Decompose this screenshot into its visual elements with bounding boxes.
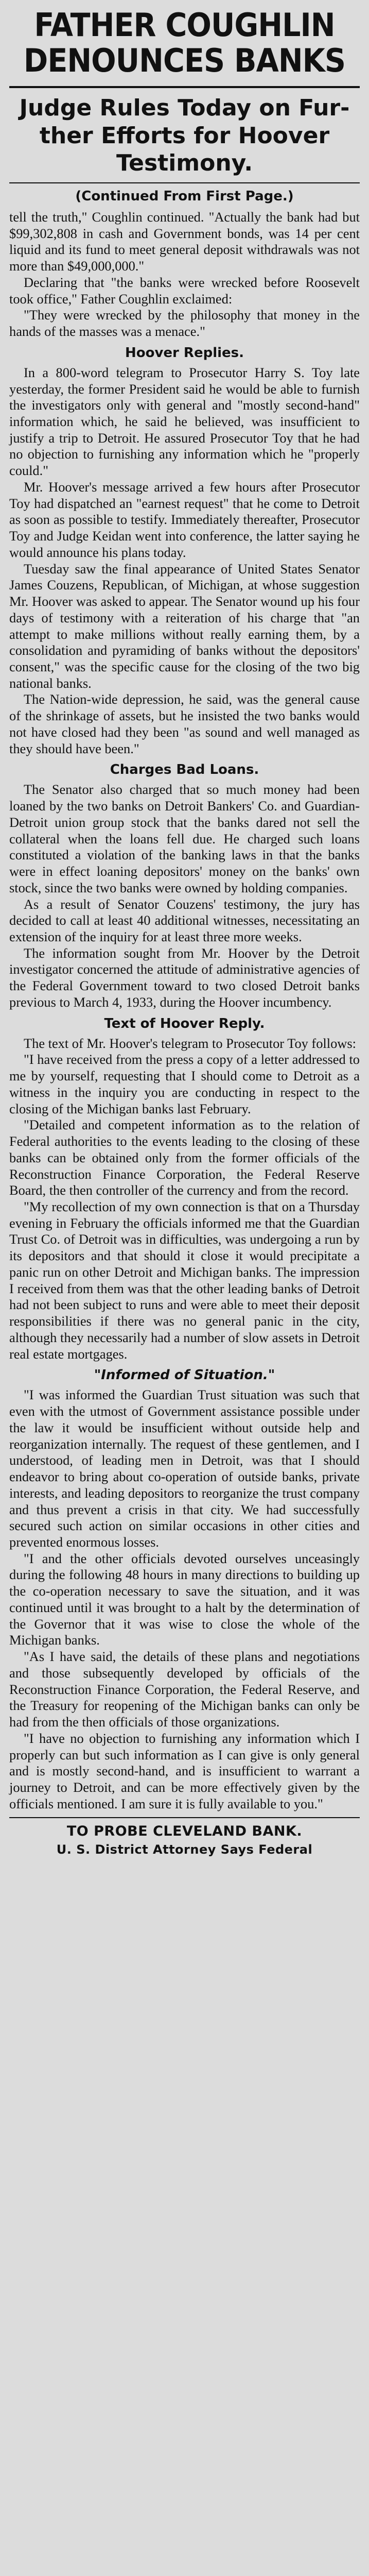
article-body xyxy=(9,209,360,1812)
paragraph: Declaring that "the banks were wrecked before Roosevelt took office," Father Coughlin exclaimed: xyxy=(9,274,360,307)
section-rule xyxy=(9,1817,360,1818)
paragraph: tell the truth," Coughlin continued. "Actually the bank had but $99,302,808 in cash and Government bonds, was 14 per cent liquid and its fund to meet general deposit withdrawals was not more than $49,000,000." xyxy=(9,209,360,274)
paragraph: The Senator also charged that so much money had been loaned by the two banks on Detroit Bankers' Co. and Guardian-Detroit union group stock that the banks dared not sell the collateral when the loans fell due. He charged such loans constituted a violation of the banking laws in that the banks were in effect loaning depositors' money on the banks' own stock, since the two banks were owned by holding companies. xyxy=(9,782,360,895)
paragraph: In a 800-word telegram to Prosecutor Harry S. Toy late yesterday, the former President said he would be able to furnish the investigators only with general and "mostly second-hand" information which, he said he believed, was insufficient to justify a trip to Detroit. He assured Prosecutor Toy that he had no objection to furnishing any information which he "properly could." xyxy=(9,364,360,479)
next-story-subhead: U. S. District Attorney Says Federal xyxy=(56,1842,313,1857)
subhead-text-of-hoover-reply: Text of Hoover Reply. xyxy=(104,1015,265,1031)
deck-line-1: Judge Rules Today on Fur- xyxy=(19,94,350,121)
paragraph: "I have received from the press a copy of a letter addressed to me by yourself, requesting that I should come to Detroit as a witness in the inquiry you are conducting in respect to the closing of the Michigan banks last February. xyxy=(9,1052,360,1116)
next-story-headline: TO PROBE CLEVELAND BANK. xyxy=(66,1823,303,1840)
paragraph: The text of Mr. Hoover's telegram to Prosecutor Toy follows: xyxy=(24,1035,356,1051)
headline xyxy=(23,7,346,79)
paragraph: "My recollection of my own connection is that on a Thursday evening in February the officials informed me that the Guardian Trust Co. of Detroit was in difficulties, was undergoing a run by its depositors and that should it close it would precipitate a panic run on other Detroit and Michigan banks. The impression I received from them was that the other leading banks of Detroit had not been subject to runs and were able to meet their deposit responsibilities if there was no general panic in the city, although they necessarily had a number of slow assets in Detroit real estate mortgages. xyxy=(9,1199,360,1362)
paragraph: "I and the other officials devoted ourselves unceasingly during the following 48 hours in many directions to building up the co-operation necessary to save the situation, and it was continued until it was brought to a halt by the determination of the Governor that it was wise to close the whole of the Michigan banks. xyxy=(9,1550,360,1648)
headline-rule xyxy=(9,86,360,88)
paragraph: "As I have said, the details of these plans and negotiations and those subsequently developed by officials of the Reconstruction Finance Corporation, the Federal Reserve, and the Treasury for reopening of the Michigan banks can only be had from the then officials of those organizations. xyxy=(9,1649,360,1730)
paragraph: Tuesday saw the final appearance of United States Senator James Couzens, Republican, of Michigan, at whose suggestion Mr. Hoover was asked to appear. The Senator wound up his four days of testimony with a reiteration of his charge that "an attempt to make millions without really earning them, by a consolidation and pyramiding of banks without the depositors' consent," was the specific cause for the closing of the two big national banks. xyxy=(9,561,360,691)
deck-rule xyxy=(9,182,360,183)
paragraph: "They were wrecked by the philosophy that money in the hands of the masses was a menace." xyxy=(9,307,360,340)
headline-line-2: DENOUNCES BANKS xyxy=(23,42,346,80)
paragraph: As a result of Senator Couzens' testimony, the jury has decided to call at least 40 additional witnesses, necessitating an extension of the inquiry for at least three more weeks. xyxy=(9,896,360,944)
paragraph: "I have no objection to furnishing any information which I properly can but such information as I can give is only general and is mostly second-hand, and is insufficient to warrant a journey to Detroit, and can be more effectively given by the officials mentioned. I am sure it is fully available to you." xyxy=(9,1730,360,1811)
paragraph: "Detailed and competent information as to the relation of Federal authorities to the events leading to the closing of these banks can be obtained only from the former officials of the Reconstruction Finance Corporation, the Federal Reserve Board, the then controller of the currency and from the record. xyxy=(9,1117,360,1198)
deck-line-2: ther Efforts for Hoover xyxy=(39,122,330,149)
deck xyxy=(9,94,360,177)
headline-line-1: FATHER COUGHLIN xyxy=(34,6,335,44)
subhead-charges-bad-loans: Charges Bad Loans. xyxy=(110,762,259,778)
continued-note: (Continued From First Page.) xyxy=(75,188,294,204)
paragraph: "I was informed the Guardian Trust situation was such that even with the utmost of Government assistance possible under the law it would be insufficient without outside help and reorganization internally. The request of these gentlemen, and I understood, of leading men in Detroit, was that I should endeavor to bring about co-operation of outside banks, private interests, and leading depositors to reorganize the trust company and thus prevent a crisis in that city. We had successfully secured such action on similar occasions in other cities and prevented enormous losses. xyxy=(9,1387,360,1550)
subhead-informed-of-situation: "Informed of Situation." xyxy=(94,1367,275,1383)
paragraph: Mr. Hoover's message arrived a few hours after Prosecutor Toy had dispatched an "earnest request" that he come to Detroit as soon as possible to testify. Immediately thereafter, Prosecutor Toy and Judge Keidan went into conference, the latter saying he would announce his plans today. xyxy=(9,479,360,560)
paragraph: The Nation-wide depression, he said, was the general cause of the shrinkage of assets, but he insisted the two banks would not have closed had they been "as sound and well managed as they should have been." xyxy=(9,691,360,756)
subhead-hoover-replies: Hoover Replies. xyxy=(125,345,244,361)
deck-line-3: Testimony. xyxy=(116,150,253,177)
paragraph: The information sought from Mr. Hoover by the Detroit investigator concerned the attitude of administrative agencies of the Federal Government toward to two closed Detroit banks previous to March 4, 1933, during the Hoover incumbency. xyxy=(9,945,360,1010)
